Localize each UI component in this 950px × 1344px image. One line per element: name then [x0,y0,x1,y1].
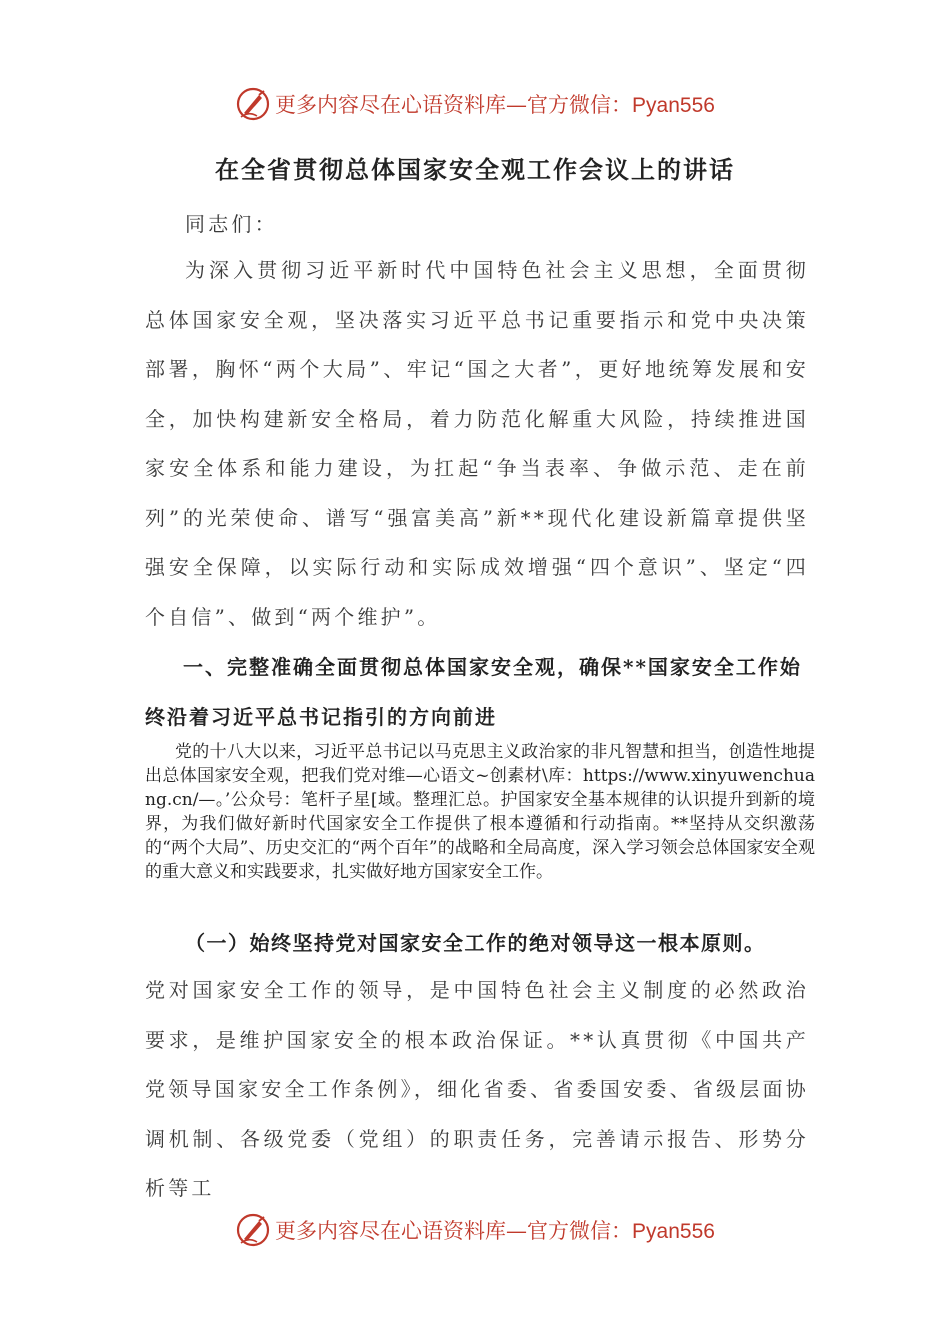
watermark-text [275,1215,715,1245]
intro-paragraph: 为深入贯彻习近平新时代中国特色社会主义思想，全面贯彻总体国家安全观，坚决落实习近平总书记重要指示和党中央决策部署，胸怀“两个大局”、牢记“国之大者”，更好地统筹发展和安全，加快构建新安全格局，着力防范化解重大风险，持续推进国家安全体系和能力建设，为扛起“争当表率、争做示范、走在前列”的光荣使命、谱写“强富美高”新**现代化建设新篇章提供坚强安全保障，以实际行动和实际成效增强“四个意识”、坚定“四个自信”、做到“两个维护”。 [145,258,809,629]
subsection-1-heading: （一）始终坚持党对国家安全工作的绝对领导这一根本原则。 [185,931,766,955]
watermark-label: 官方微信： [527,1219,633,1243]
section-1-heading: 一、完整准确全面贯彻总体国家安全观，确保**国家安全工作始终沿着习近平总书记指引的方向前进 [145,655,802,729]
watermark-brand: 更多内容尽在心语资料库 [275,93,507,117]
watermark-wechat-id: Pyan556 [632,94,715,117]
quill-pen-logo-icon [235,1212,271,1248]
salutation: 同志们： [185,212,278,236]
watermark-separator: — [506,1219,528,1243]
watermark-separator: — [506,93,528,117]
watermark-text [275,89,715,119]
quill-pen-logo-icon [235,86,271,122]
watermark-banner-bottom [0,1210,950,1250]
watermark-brand: 更多内容尽在心语资料库 [275,1219,507,1243]
watermark-label: 官方微信： [527,93,633,117]
watermark-wechat-id: Pyan556 [632,1220,715,1243]
section-1-paragraph: 党的十八大以来，习近平总书记以马克思主义政治家的非凡智慧和担当，创造性地提出总体国家安全观，把我们党对维—心语文~创素材\库：https://www.xinyuwenchuang.cn/—。’公众号：笔杆子星[域。整理汇总。护国家安全基本规律的认识提升到新的境界，为我们做好新时代国家安全工作提供了根本遵循和行动指南。**坚持从交织激荡的“两个大局”、历史交汇的“两个百年”的战略和全局高度，深入学习领会总体国家安全观的重大意义和实践要求，扎实做好地方国家安全工作。 [145,742,815,882]
watermark-banner-top [0,84,950,124]
document-title: 在全省贯彻总体国家安全观工作会议上的讲话 [215,155,735,184]
subsection-1-paragraph: 党对国家安全工作的领导，是中国特色社会主义制度的必然政治要求，是维护国家安全的根本政治保证。**认真贯彻《中国共产党领导国家安全工作条例》，细化省委、省委国安委、省级层面协调机制、各级党委（党组）的职责任务，完善请示报告、形势分析等工 [145,978,809,1200]
